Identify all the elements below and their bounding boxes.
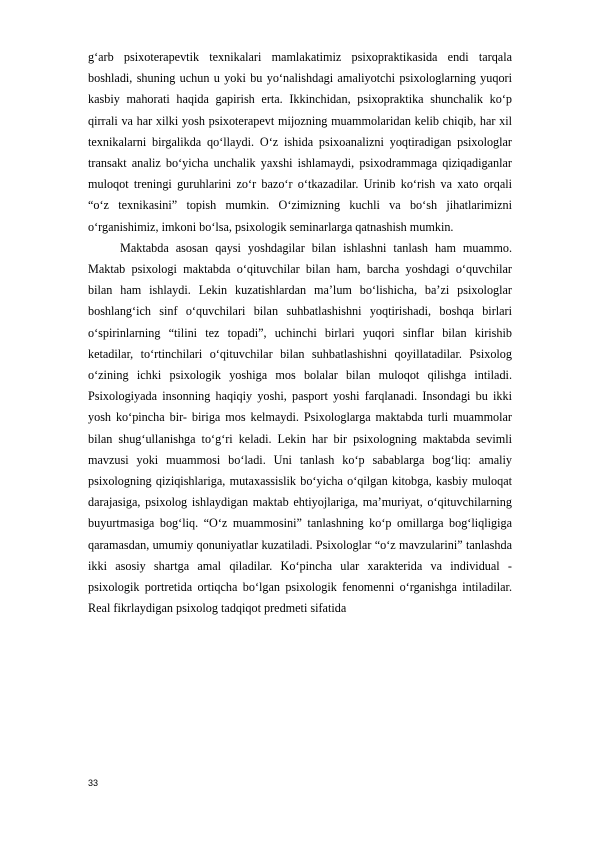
page-number: 33 bbox=[88, 778, 99, 788]
paragraph-1: g‘arb psixoterapevtik texnikalari mamlakatimiz psixopraktikasida endi tarqala boshladi, shuning uchun u yoki bu yo‘nalishdagi amaliyotchi psixologlarning yuqori kasbiy mahorati haqida gapirish erta. Ikkinchidan, psixopraktika shunchalik ko‘p qirrali va har xilki yosh psixoterapevt mijozning muammolaridan kelib chiqib, har xil texnikalarni birgalikda qo‘llaydi. O‘z ishida psixoanalizni yoqtiradigan psixologlar transakt analiz bo‘yicha unchalik yaxshi ishlamaydi, psixodrammaga qiziqadiganlar muloqot treningi guruhlarini zo‘r bazo‘r o‘tkazadilar. Urinib ko‘rish va xato orqali “o‘z texnikasini” topish mumkin. O‘zimizning kuchli va bo‘sh jihatlarimizni o‘rganishimiz, imkoni bo‘lsa, psixologik seminarlarga qatnashish mumkin. bbox=[88, 50, 512, 234]
body-text bbox=[88, 47, 512, 619]
paragraph-2: Maktabda asosan qaysi yoshdagilar bilan ishlashni tanlash ham muammo. Maktab psixologi maktabda o‘qituvchilar bilan ham, barcha yoshdagi o‘quvchilar bilan ham ishlaydi. Lekin kuzatishlardan ma’lum bo‘lishicha, ba’zi psixologlar boshlang‘ich sinf o‘quvchilari bilan suhbatlashishni yoqtirishadi, boshqa birlari o‘spirinlarning “tilini tez topadi”, uchinchi birlari yuqori sinflar bilan kirishib ketadilar, to‘rtinchilari o‘qituvchilar bilan suhbatlashishni qoyillatadilar. Psixolog o‘zining ichki psixologik yoshiga mos bolalar bilan muloqot qilishga intiladi. Psixologiyada insonning haqiqiy yoshi, pasport yoshi farqlanadi. Insondagi bu ikki yosh ko‘pincha bir- biriga mos kelmaydi. Psixologlarga maktabda turli muammolar bilan shug‘ullanishga to‘g‘ri keladi. Lekin har bir psixologning maktabda sevimli mavzusi yoki muammosi bo‘ladi. Uni tanlash ko‘p sabablarga bog‘liq: amaliy psixologning qiziqishlariga, mutaxassislik bo‘yicha o‘qilgan kitobga, kasbiy muloqat darajasiga, psixolog ishlaydigan maktab ehtiyojlariga, ma’muriyat, o‘qituvchilarning buyurtmasiga bog‘liq. “O‘z muammosini” tanlashning ko‘p omillarga bog‘liqligiga qaramasdan, umumiy qonuniyatlar kuzatiladi. Psixologlar “o‘z mavzularini” tanlashda ikki asosiy shartga amal qiladilar. Ko‘pincha ular xarakterida va individual - psixologik portretida ortiqcha bo‘lgan psixologik fenomenni o‘rganishga intiladilar. Real fikrlaydigan psixolog tadqiqot predmeti sifatida bbox=[88, 240, 512, 616]
